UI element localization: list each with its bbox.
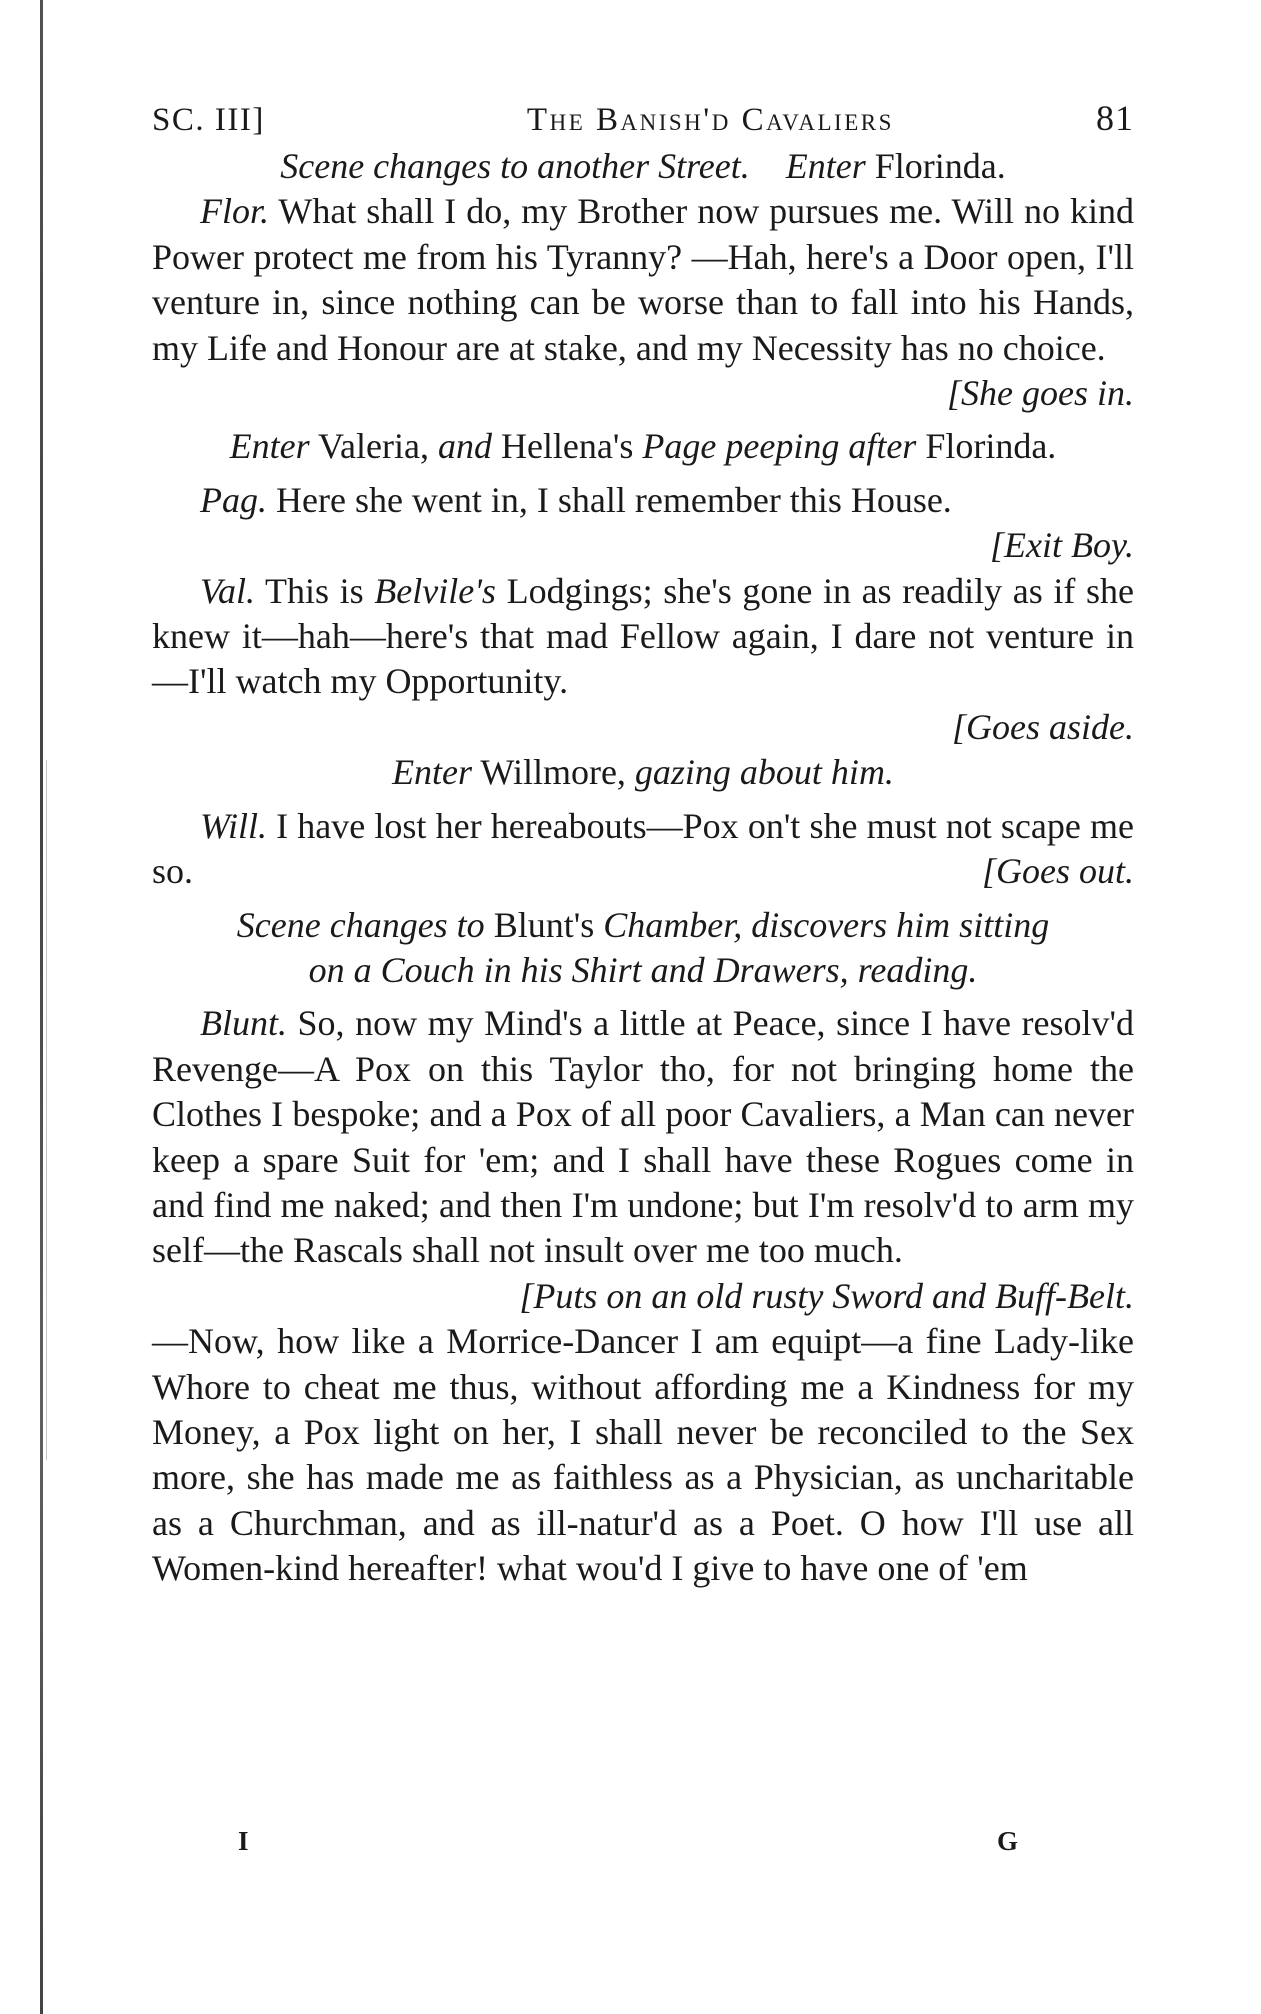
footer-left-mark: I bbox=[238, 1826, 249, 1856]
stage-direction: Enter Willmore, gazing about him. bbox=[392, 752, 894, 793]
exit-direction: [Exit Boy. bbox=[990, 525, 1134, 566]
running-title: The Banish'd Cavaliers bbox=[526, 102, 894, 138]
book-page bbox=[152, 96, 1134, 1592]
page-number: 81 bbox=[1095, 98, 1134, 138]
running-header bbox=[152, 96, 1134, 144]
scene-direction: Scene changes to Blunt's Chamber, discovers him sitting on a Couch in his Shirt and Drawers, reading. bbox=[236, 904, 1050, 990]
signature-mark: G bbox=[996, 1826, 1018, 1856]
speaker-name: Pag. bbox=[200, 479, 267, 520]
stage-direction: Scene changes to another Street. Enter Florinda. bbox=[280, 146, 1006, 186]
speech-text: So, now my Mind's a little at Peace, since I have resolv'd Revenge—A Pox on this Taylor tho, for not bringing home the Clothes I bespoke; and a Pox of all poor Cavaliers, a Man can never keep a spare Suit for 'em; and I shall have these Rogues come in and find me naked; and then I'm undone; but I'm resolv'd to arm my self—the Rascals shall not insult over me too much. bbox=[152, 1003, 1135, 1271]
stage-direction: Enter Valeria, and Hellena's Page peeping after Florinda. bbox=[229, 426, 1057, 467]
speech-willmore bbox=[152, 804, 1134, 895]
speech-text: Here she went in, I shall remember this House. bbox=[276, 479, 952, 520]
speech-blunt-continued: —Now, how like a Morrice-Dancer I am equipt—a fine Lady-like Whore to cheat me thus, without affording me a Kindness for my Money, a Pox light on her, I shall never be reconciled to the Sex more, she has made me as faithless as a Physician, as uncharitable as a Churchman, and as ill-natur'd as a Poet. O how I'll use all Women-kind hereafter! what wou'd I give to have one of 'em bbox=[152, 1321, 1134, 1589]
speech-valeria: Val. This is Belvile's Lodgings; she's gone in as readily as if she knew it—hah—here's that mad Fellow again, I dare not venture in—I'll watch my Opportunity. bbox=[152, 570, 1135, 702]
speech-page bbox=[152, 478, 1134, 523]
speech-florinda bbox=[152, 189, 1134, 371]
scene-marker: SC. III] bbox=[152, 102, 265, 138]
speech-text: What shall I do, my Brother now pursues me. Will no kind Power protect me from his Tyranny? —Hah, here's a Door open, I'll venture in, since nothing can be worse than to fall into his Hands, my Life and Honour are at stake, and my Necessity has no choice. bbox=[152, 191, 1134, 368]
speech-blunt bbox=[152, 1001, 1134, 1273]
speaker-name: Will. bbox=[200, 805, 268, 846]
page-binding-shadow bbox=[46, 760, 47, 1460]
exit-direction: [Goes aside. bbox=[952, 706, 1134, 747]
page-binding-edge bbox=[40, 0, 43, 2014]
exit-direction: [Goes out. bbox=[982, 851, 1134, 892]
speaker-name: Flor. bbox=[200, 191, 270, 232]
exit-direction: [She goes in. bbox=[947, 373, 1134, 414]
stage-direction: [Puts on an old rusty Sword and Buff-Belt. bbox=[519, 1275, 1134, 1316]
speaker-name: Val. bbox=[200, 570, 256, 611]
signature-marks bbox=[238, 1826, 1018, 1857]
speech-text: I have lost her hereabouts—Pox on't she must not scape me so. bbox=[152, 805, 1134, 892]
speaker-name: Blunt. bbox=[200, 1003, 287, 1044]
